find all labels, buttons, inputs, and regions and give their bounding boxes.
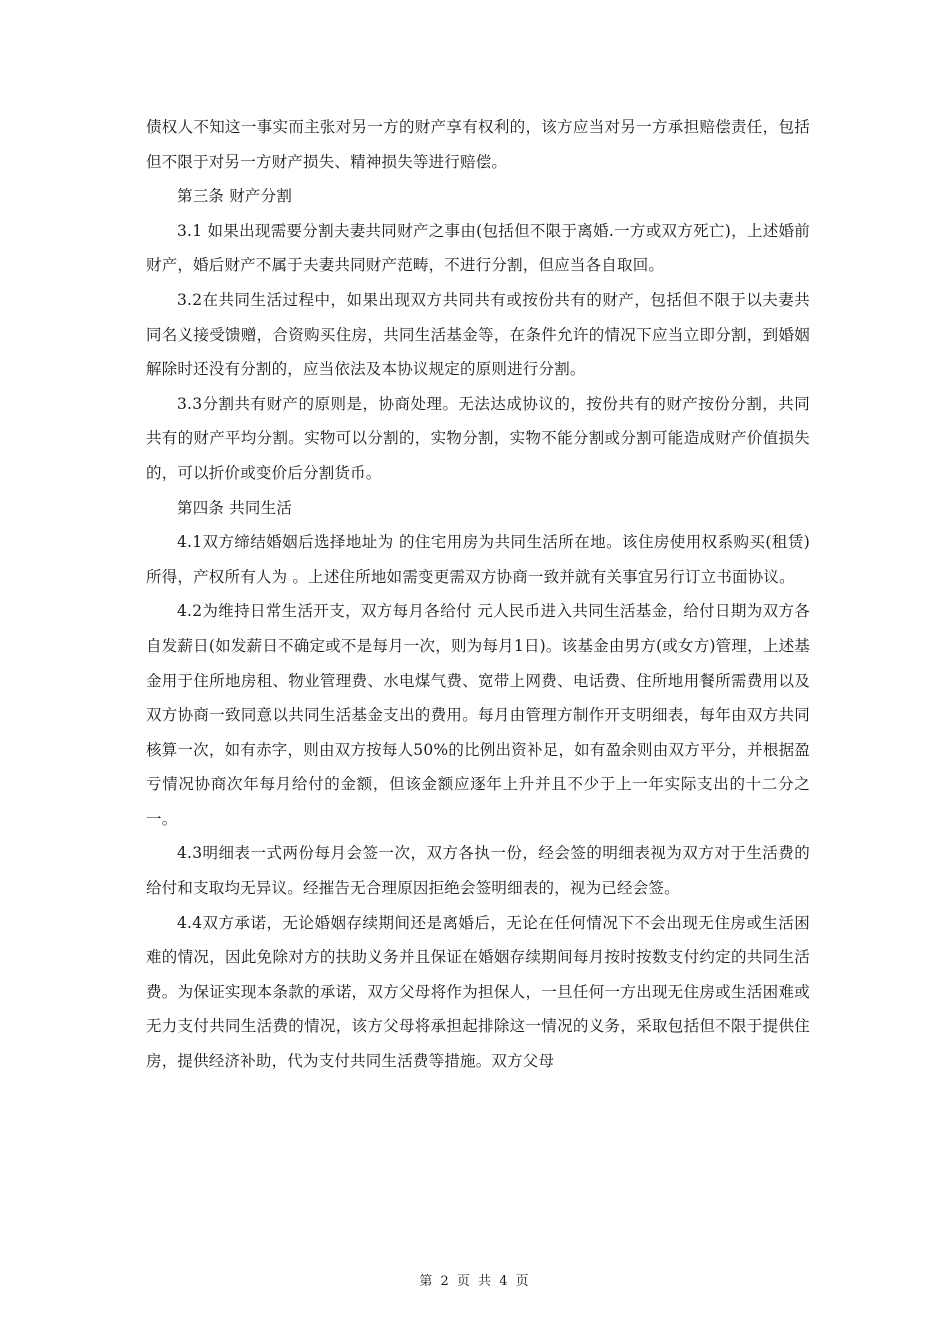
- page-footer: 第 2 页 共 4 页: [419, 1274, 531, 1289]
- clause-3-1: 3.1 如果出现需要分割夫妻共同财产之事由(包括但不限于离婚.一方或双方死亡)，上述婚前财产，婚后财产不属于夫妻共同财产范畴，不进行分割，但应当各自取回。: [146, 221, 810, 275]
- article-4-heading: 第四条 共同生活: [177, 498, 293, 517]
- clause-3-2: 3.2在共同生活过程中，如果出现双方共同共有或按份共有的财产，包括但不限于以夫妻共同名义接受馈赠，合资购买住房，共同生活基金等，在条件允许的情况下应当立即分割，到婚姻解除时还没有分割的，应当依法及本协议规定的原则进行分割。: [146, 290, 810, 379]
- document-body: [146, 110, 810, 1079]
- clause-4-1: 4.1双方缔结婚姻后选择地址为 的住宅用房为共同生活所在地。该住房使用权系购买(租赁)所得，产权所有人为 。上述住所地如需变更需双方协商一致并就有关事宜另行订立书面协议。: [146, 533, 810, 586]
- article-3-heading: 第三条 财产分割: [177, 187, 293, 206]
- clause-4-2: 4.2为维持日常生活开支，双方每月各给付 元人民币进入共同生活基金，给付日期为双方各自发薪日(如发薪日不确定或不是每月一次，则为每月1日)。该基金由男方(或女方)管理，上述基金用于住所地房租、物业管理费、水电煤气费、宽带上网费、电话费、住所地用餐所需费用以及双方协商一致同意以共同生活基金支出的费用。每月由管理方制作开支明细表，每年由双方共同核算一次，如有赤字，则由双方按每人50%的比例出资补足，如有盈余则由双方平分，并根据盈亏情况协商次年每月给付的金额，但该金额应逐年上升并且不少于上一年实际支出的十二分之一。: [146, 602, 810, 828]
- clause-3-3: 3.3分割共有财产的原则是，协商处理。无法达成协议的，按份共有的财产按份分割，共同共有的财产平均分割。实物可以分割的，实物分割，实物不能分割或分割可能造成财产价值损失的，可以折价或变价后分割货币。: [146, 394, 810, 482]
- clause-4-3: 4.3明细表一式两份每月会签一次，双方各执一份，经会签的明细表视为双方对于生活费的给付和支取均无异议。经摧告无合理原因拒绝会签明细表的，视为已经会签。: [146, 844, 810, 898]
- clause-4-4: 4.4双方承诺，无论婚姻存续期间还是离婚后，无论在任何情况下不会出现无住房或生活困难的情况，因此免除对方的扶助义务并且保证在婚姻存续期间每月按时按数支付约定的共同生活费。为保证实现本条款的承诺，双方父母将作为担保人，一旦任何一方出现无住房或生活困难或无力支付共同生活费的情况，该方父母将承担起排除这一情况的义务，采取包括但不限于提供住房，提供经济补助，代为支付共同生活费等措施。双方父母: [146, 913, 810, 1071]
- paragraph-continuation: 债权人不知这一事实而主张对另一方的财产享有权利的，该方应当对另一方承担赔偿责任，包括但不限于对另一方财产损失、精神损失等进行赔偿。: [146, 118, 810, 171]
